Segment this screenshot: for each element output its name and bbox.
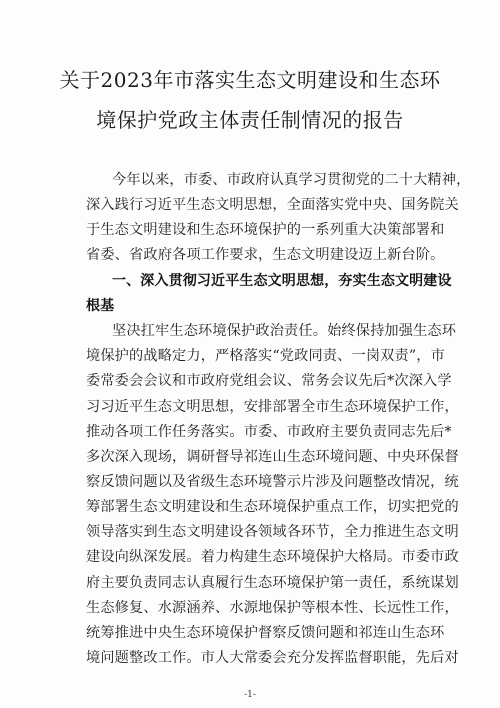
paragraph-2-line-13: 统筹推进中央生态环境保护督察反馈问题和祁连山生态环 xyxy=(86,625,445,641)
report-title-line-2: 境保护党政主体责任制情况的报告 xyxy=(96,108,404,132)
page-number: -1- xyxy=(244,690,256,700)
paragraph-2-line-1: 坚决扛牢生态环境保护政治责任。始终保持加强生态环 xyxy=(112,323,457,339)
paragraph-2-line-9: 领导落实到生态文明建设各领域各环节，全力推进生态文明 xyxy=(86,524,459,540)
report-title-line-1: 关于2023年市落实生态文明建设和生态环 xyxy=(59,68,441,92)
paragraph-1-line-4: 省委、省政府各项工作要求，生态文明建设迈上新台阶。 xyxy=(86,247,445,263)
paragraph-2-line-6: 多次深入现场，调研督导祁连山生态环境问题、中央环保督 xyxy=(86,449,459,465)
section-heading-line-2: 根基 xyxy=(86,298,115,314)
paragraph-2-line-12: 生态修复、水源涵养、水源地保护等根本性、长远性工作， xyxy=(86,600,459,616)
paragraph-1-line-2: 深入践行习近平生态文明思想，全面落实党中央、国务院关 xyxy=(86,197,459,213)
paragraph-2-line-2: 境保护的战略定力，严格落实“党政同责、一岗双责”，市 xyxy=(86,348,445,364)
paragraph-2-line-4: 习习近平生态文明思想，安排部署全市生态环境保护工作， xyxy=(86,399,459,415)
paragraph-2-line-3: 委常委会会议和市政府党组会议、常务会议先后*次深入学 xyxy=(86,373,452,389)
paragraph-2-line-7: 察反馈问题以及省级生态环境警示片涉及问题整改情况，统 xyxy=(86,474,459,490)
paragraph-2-line-10: 建设向纵深发展。着力构建生态环境保护大格局。市委市政 xyxy=(86,549,459,565)
paragraph-2-line-11: 府主要负责同志认真履行生态环境保护第一责任，系统谋划 xyxy=(86,575,459,591)
paragraph-1-line-1: 今年以来，市委、市政府认真学习贯彻党的二十大精神， xyxy=(112,172,471,188)
paragraph-2-line-14: 境问题整改工作。市人大常委会充分发挥监督职能，先后对 xyxy=(86,650,459,666)
paragraph-1-line-3: 于生态文明建设和生态环境保护的一系列重大决策部署和 xyxy=(86,222,445,238)
section-heading-line-1: 一、深入贯彻习近平生态文明思想，夯实生态文明建设 xyxy=(112,273,452,289)
paragraph-2-line-5: 推动各项工作任务落实。市委、市政府主要负责同志先后* xyxy=(86,424,452,440)
paragraph-2-line-8: 筹部署生态文明建设和生态环境保护重点工作，切实把党的 xyxy=(86,499,459,515)
